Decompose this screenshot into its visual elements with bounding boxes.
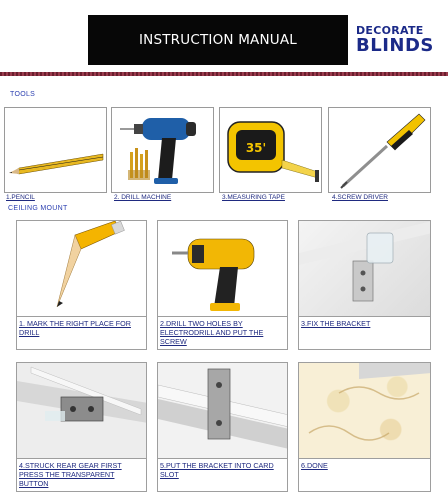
tape-mark: 35'	[245, 141, 267, 155]
step-caption-4: 4.STRUCK REAR GEAR FIRST PRESS THE TRANSPARENT BUTTON	[17, 458, 146, 492]
step-card-2	[157, 220, 288, 350]
tool-tile-drill	[111, 107, 214, 193]
pencil-icon	[17, 221, 146, 316]
step-card-3	[298, 220, 431, 350]
ceiling-section-label: CEILING MOUNT	[8, 205, 68, 212]
measuring-tape-icon	[220, 108, 322, 193]
step-photo-4	[17, 363, 146, 458]
step-caption-1: 1. MARK THE RIGHT PLACE FOR DRILL	[17, 316, 146, 350]
step-photo-3	[299, 221, 430, 316]
bracket-icon	[299, 221, 430, 316]
finished-blind-icon	[299, 363, 430, 458]
tool-caption-tape: 3.MEASURING TAPE	[222, 194, 285, 201]
step-caption-3: 3.FIX THE BRACKET	[299, 316, 430, 350]
header-divider	[0, 72, 448, 76]
tools-section-label: TOOLS	[10, 91, 36, 98]
title-banner	[88, 15, 348, 65]
tool-caption-drill: 2. DRILL MACHINE	[114, 194, 172, 201]
step-photo-1	[17, 221, 146, 316]
pencil-icon	[5, 108, 107, 193]
step-caption-2: 2.DRILL TWO HOLES BY ELECTRODRILL AND PUT THE SCREW	[158, 316, 287, 350]
card-slot-icon	[158, 363, 287, 458]
step-photo-5	[158, 363, 287, 458]
drill-icon	[112, 108, 214, 193]
step-caption-5: 5.PUT THE BRACKET INTO CARD SLOT	[158, 458, 287, 492]
screwdriver-icon	[329, 108, 431, 193]
step-card-4	[16, 362, 147, 492]
step-photo-2	[158, 221, 287, 316]
step-card-5	[157, 362, 288, 492]
step-card-1	[16, 220, 147, 350]
step-card-6	[298, 362, 431, 492]
tool-caption-screwdriver: 4.SCREW DRIVER	[332, 194, 388, 201]
drill-icon	[158, 221, 287, 316]
brand-line-2: BLINDS	[356, 35, 434, 56]
step-caption-6: 6.DONE	[299, 458, 430, 492]
tool-tile-pencil	[4, 107, 107, 193]
brand-line-1: DECORATE	[356, 24, 424, 37]
tool-caption-pencil: 1.PENCIL	[6, 194, 35, 201]
step-photo-6	[299, 363, 430, 458]
page-title: INSTRUCTION MANUAL	[138, 32, 298, 48]
tool-tile-tape	[219, 107, 322, 193]
brand-logo	[352, 22, 448, 62]
tool-tile-screwdriver	[328, 107, 431, 193]
rail-bracket-icon	[17, 363, 146, 458]
